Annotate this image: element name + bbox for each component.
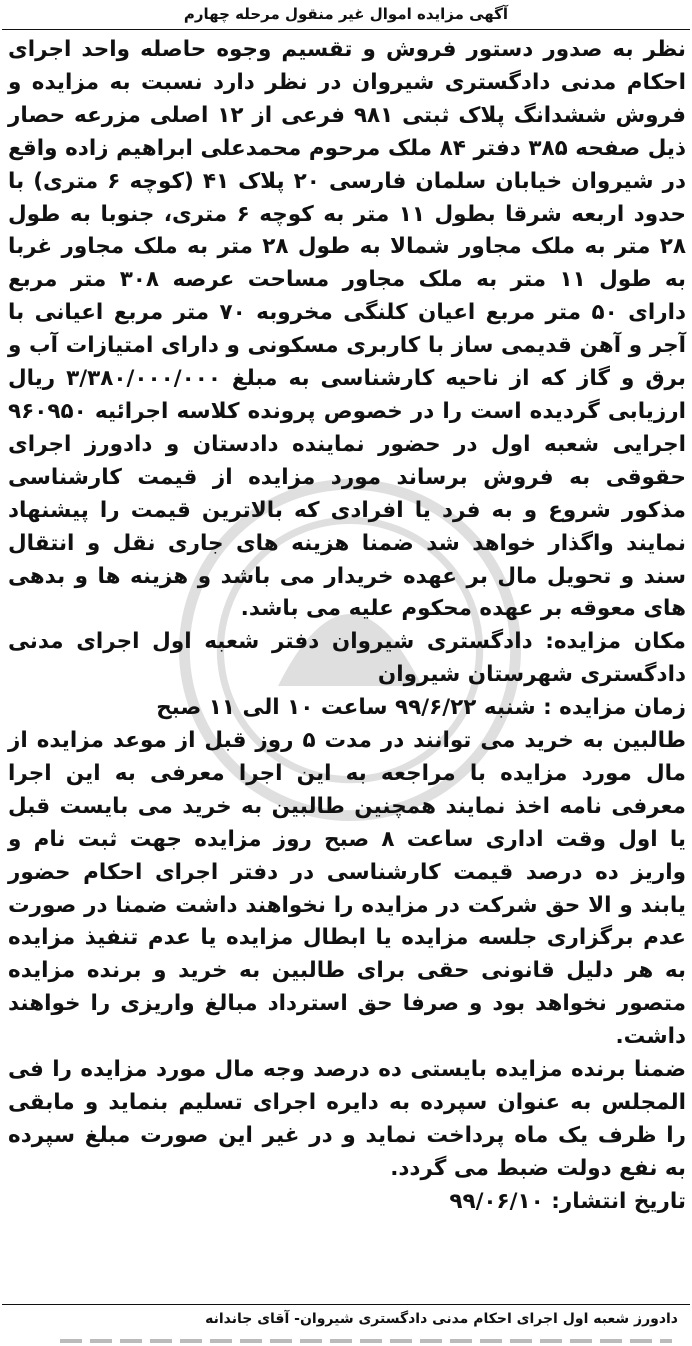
main-paragraph: نظر به صدور دستور فروش و تقسیم وجوه حاصله واحد اجرای احکام مدنی دادگستری شیروان در نظر دارد نسبت به مزایده و فروش ششدانگ پلاک ثبتی ۹۸۱ فرعی از ۱۲ اصلی مزرعه حصار ذیل صفحه ۳۸۵ دفتر ۸۴ ملک مرحوم محمدعلی ابراهیم زاده واقع در شیروان خیابان سلمان فارسی ۲۰ پلاک ۴۱ (کوچه ۶ متری) با حدود اربعه شرقا بطول ۱۱ متر به کوچه ۶ متری، جنوبا به طول ۲۸ متر به ملک مجاور شمالا به طول ۲۸ متر به ملک مجاور غربا به طول ۱۱ متر به ملک مجاور مساحت عرصه ۳۰۸ متر مربع دارای ۵۰ متر مربع اعیان کلنگی مخروبه ۷۰ متر مربع اعیانی با آجر و آهن قدیمی ساز با کاربری مسکونی و دارای امتیازات آب و برق و گاز که از ناحیه کارشناسی به مبلغ ۳/۳۸۰/۰۰۰/۰۰۰ ریال ارزیابی گردیده است را در خصوص پرونده کلاسه اجرائیه ۹۶۰۹۵۰ اجرایی شعبه اول در حضور نماینده دادستان و دادورز اجرای حقوقی به فروش برساند مورد مزایده از قیمت کارشناسی مذکور شروع و به فرد یا افرادی که بالاترین قیمت را پیشنهاد نمایند واگذار خواهد شد ضمنا هزینه های جاری نقل و انتقال سند و تحویل مال بر عهده خریدار می باشد و هزینه ها و بدهی های معوقه بر عهده محکوم علیه می باشد.	[8, 37, 686, 622]
auction-location: مکان مزایده: دادگستری شیروان دفتر شعبه اول اجرای مدنی دادگستری شهرستان شیروان	[8, 629, 686, 688]
winner-paragraph: ضمنا برنده مزایده بایستی ده درصد وجه مال مورد مزایده را فی المجلس به عنوان سپرده به دایره اجرای تسلیم بنماید و مابقی را ظرف یک ماه پرداخت نماید و در غیر این صورت مبلغ سپرده به نفع دولت ضبط می گردد.	[8, 1057, 686, 1181]
cropped-text-strip	[0, 1334, 692, 1346]
conditions-paragraph: طالبین به خرید می توانند در مدت ۵ روز قبل از موعد مزایده از مال مورد مزایده با مراجعه به این اجرا معرفی به این اجرا معرفی نامه اخذ نمایند همچنین طالبین به خرید می بایست قبل یا اول وقت اداری ساعت ۸ صبح روز مزایده جهت ثبت نام و واریز ده درصد قیمت کارشناسی در دفتر اجرای احکام حضور یابند و الا حق شرکت در مزایده را نخواهند داشت ضمنا در صورت عدم برگزاری جلسه مزایده یا ابطال مزایده یا عدم تنفیذ مزایده به هر دلیل قانونی حقی برای طالبین به خرید و برنده مزایده متصور نخواهد بود و صرفا حق استرداد مبالغ واریزی را خواهند داشت.	[8, 728, 686, 1050]
footer-divider	[2, 1304, 690, 1305]
header-divider	[2, 29, 690, 30]
publish-date: تاریخ انتشار: ۹۹/۰۶/۱۰	[449, 1188, 686, 1214]
notice-title: آگهی مزایده اموال غیر منقول مرحله چهارم	[183, 5, 509, 23]
signature-line: دادورز شعبه اول اجرای احکام مدنی دادگستری شیروان- آقای جاندانه	[205, 1311, 678, 1327]
notice-body	[8, 34, 686, 1219]
auction-time: زمان مزایده : شنبه ۹۹/۶/۲۲ ساعت ۱۰ الی ۱۱ صبح	[156, 695, 686, 721]
